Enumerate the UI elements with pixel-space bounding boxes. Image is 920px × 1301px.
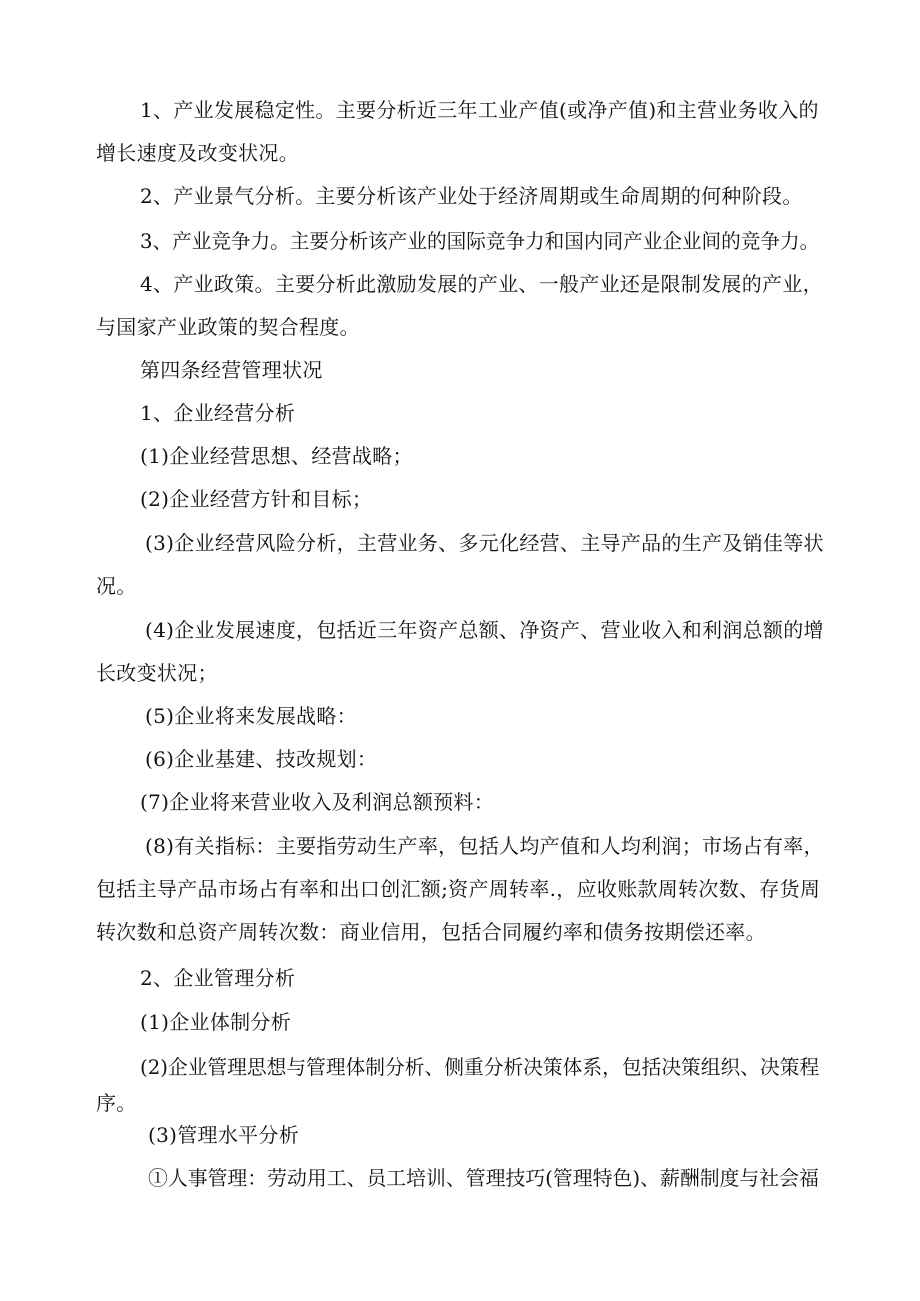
list-item-8: (8)有关指标：主要指劳动生产率，包括人均产值和人均利润；市场占有率，	[145, 834, 824, 858]
list-item-1: (1)企业经营思想、经营战略；	[140, 444, 413, 468]
subsection-heading-management-analysis: 2、企业管理分析	[140, 966, 296, 990]
section-heading-operations: 第四条经营管理状况	[140, 358, 323, 382]
paragraph-industry-boom: 2、产业景气分析。主要分析该产业处于经济周期或生命周期的何种阶段。	[140, 184, 803, 208]
list-item-4: (4)企业发展速度，包括近三年资产总额、净资产、营业收入和利润总额的增	[145, 618, 824, 642]
paragraph-industry-policy-cont: 与国家产业政策的契合程度。	[96, 315, 360, 339]
list-item-5: (5)企业将来发展战略：	[145, 704, 357, 728]
mgmt-list-item-2: (2)企业管理思想与管理体制分析、侧重分析决策体系，包括决策组织、决策程	[140, 1056, 820, 1079]
list-item-8-cont-2: 转次数和总资产周转次数：商业信用，包括合同履约率和债务按期偿还率。	[96, 920, 766, 944]
list-item-3-cont: 况。	[96, 574, 137, 598]
list-item-2: (2)企业经营方针和目标；	[140, 487, 373, 511]
list-item-7: (7)企业将来营业收入及利润总额预料：	[140, 790, 495, 814]
subsection-heading-business-analysis: 1、企业经营分析	[140, 401, 296, 425]
list-item-6: (6)企业基建、技改规划：	[145, 747, 378, 771]
paragraph-industry-stability-cont: 增长速度及改变状况。	[96, 141, 299, 165]
list-item-4-cont: 长改变状况；	[96, 661, 218, 685]
hr-management-item: ①人事管理：劳动用工、员工培训、管理技巧(管理特色)、薪酬制度与社会福	[148, 1167, 819, 1190]
list-item-8-cont-1: 包括主导产品市场占有率和出口创汇额;资产周转率.，应收账款周转次数、存货周	[96, 877, 821, 901]
mgmt-list-item-2-cont: 序。	[96, 1091, 137, 1115]
paragraph-industry-stability: 1、产业发展稳定性。主要分析近三年工业产值(或净产值)和主营业务收入的	[140, 98, 819, 122]
list-item-3: (3)企业经营风险分析，主营业务、多元化经营、主导产品的生产及销佳等状	[145, 531, 824, 555]
paragraph-industry-competitiveness: 3、产业竞争力。主要分析该产业的国际竞争力和国内同产业企业间的竞争力。	[140, 230, 820, 253]
paragraph-industry-policy: 4、产业政策。主要分析此激励发展的产业、一般产业还是限制发展的产业，	[140, 272, 823, 296]
mgmt-list-item-1: (1)企业体制分析	[140, 1010, 292, 1034]
mgmt-list-item-3: (3)管理水平分析	[148, 1123, 300, 1147]
